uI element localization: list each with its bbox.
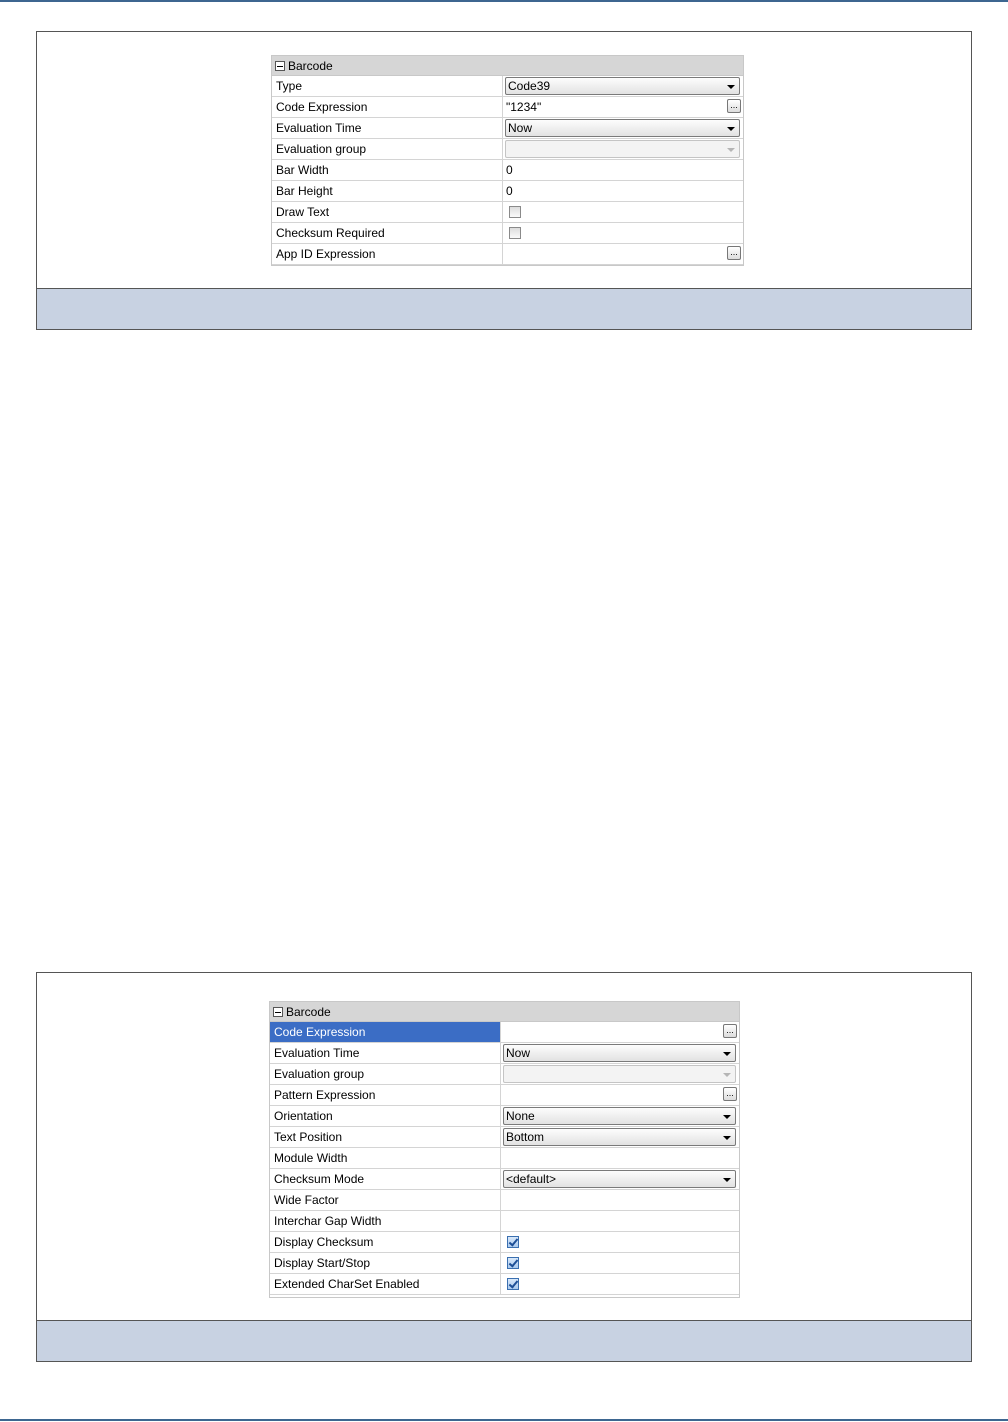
property-grid-2: [269, 1001, 740, 1298]
type-dropdown[interactable]: [505, 77, 740, 95]
figure-caption-bar: [37, 1320, 971, 1361]
property-row-interchar-gap-width[interactable]: [270, 1211, 739, 1232]
property-label: Evaluation Time: [272, 118, 503, 138]
property-label: Code Expression: [270, 1022, 501, 1042]
property-row-evaluation-time[interactable]: [272, 118, 743, 139]
chevron-down-icon: [723, 1136, 731, 1140]
property-label: Module Width: [270, 1148, 501, 1168]
evaluation-time-dropdown[interactable]: [505, 119, 740, 137]
browse-button-icon[interactable]: ...: [723, 1024, 737, 1038]
category-label: Barcode: [286, 1004, 331, 1019]
collapse-icon[interactable]: [273, 1007, 283, 1017]
dropdown-value: None: [506, 1109, 535, 1123]
chevron-down-icon: [727, 85, 735, 89]
chevron-down-icon: [723, 1178, 731, 1182]
evaluation-group-dropdown: [505, 140, 740, 158]
property-row-bar-width[interactable]: [272, 160, 743, 181]
property-row-evaluation-group[interactable]: [272, 139, 743, 160]
figure-caption-bar: [37, 288, 971, 329]
property-row-type[interactable]: [272, 76, 743, 97]
dropdown-value: Code39: [508, 79, 551, 93]
property-label: Bar Width: [272, 160, 503, 180]
property-row-wide-factor[interactable]: [270, 1190, 739, 1211]
bar-width-input[interactable]: 0: [506, 163, 513, 177]
figure-frame-2: [36, 972, 972, 1362]
page-bottom-rule: [0, 1419, 1008, 1421]
dropdown-value: <default>: [506, 1172, 557, 1186]
category-label: Barcode: [288, 58, 333, 73]
checksum-mode-dropdown[interactable]: [503, 1170, 736, 1188]
chevron-down-icon: [727, 148, 735, 152]
figure-frame-1: [36, 31, 972, 330]
category-header[interactable]: [270, 1002, 739, 1022]
property-grid-1: [271, 55, 744, 266]
property-label: Interchar Gap Width: [270, 1211, 501, 1231]
property-row-evaluation-group[interactable]: [270, 1064, 739, 1085]
evaluation-time-dropdown[interactable]: [503, 1044, 736, 1062]
evaluation-group-dropdown: [503, 1065, 736, 1083]
checksum-required-checkbox[interactable]: [509, 227, 521, 239]
text-position-dropdown[interactable]: [503, 1128, 736, 1146]
property-row-orientation[interactable]: [270, 1106, 739, 1127]
display-start-stop-checkbox[interactable]: [507, 1257, 519, 1269]
property-row-text-position[interactable]: [270, 1127, 739, 1148]
property-row-extended-charset-enabled[interactable]: [270, 1274, 739, 1295]
property-row-checksum-required[interactable]: [272, 223, 743, 244]
property-label: Checksum Mode: [270, 1169, 501, 1189]
property-row-evaluation-time[interactable]: [270, 1043, 739, 1064]
dropdown-value: Bottom: [506, 1130, 545, 1144]
property-label: Code Expression: [272, 97, 503, 117]
dropdown-value: Now: [508, 121, 533, 135]
orientation-dropdown[interactable]: [503, 1107, 736, 1125]
extended-charset-enabled-checkbox[interactable]: [507, 1278, 519, 1290]
property-label: Bar Height: [272, 181, 503, 201]
property-label: Extended CharSet Enabled: [270, 1274, 501, 1294]
browse-button-icon[interactable]: ...: [723, 1087, 737, 1101]
property-label: Text Position: [270, 1127, 501, 1147]
property-label: Draw Text: [272, 202, 503, 222]
collapse-icon[interactable]: [275, 61, 285, 71]
code-expression-value[interactable]: "1234": [506, 100, 542, 114]
chevron-down-icon: [723, 1115, 731, 1119]
property-label: Type: [272, 76, 503, 96]
property-label: Display Start/Stop: [270, 1253, 501, 1273]
chevron-down-icon: [723, 1052, 731, 1056]
property-row-display-checksum[interactable]: [270, 1232, 739, 1253]
browse-button-icon[interactable]: ...: [727, 246, 741, 260]
property-label: Orientation: [270, 1106, 501, 1126]
property-label: Wide Factor: [270, 1190, 501, 1210]
dropdown-value: Now: [506, 1046, 531, 1060]
browse-button-icon[interactable]: ...: [727, 99, 741, 113]
draw-text-checkbox[interactable]: [509, 206, 521, 218]
property-label: App ID Expression: [272, 244, 503, 264]
property-row-checksum-mode[interactable]: [270, 1169, 739, 1190]
property-row-pattern-expression[interactable]: [270, 1085, 739, 1106]
property-row-code-expression[interactable]: [270, 1022, 739, 1043]
chevron-down-icon: [727, 127, 735, 131]
bar-height-input[interactable]: 0: [506, 184, 513, 198]
property-label: Evaluation group: [270, 1064, 501, 1084]
property-row-module-width[interactable]: [270, 1148, 739, 1169]
property-label: Evaluation Time: [270, 1043, 501, 1063]
page-top-rule: [0, 0, 1008, 2]
chevron-down-icon: [723, 1073, 731, 1077]
property-row-display-start-stop[interactable]: [270, 1253, 739, 1274]
category-header[interactable]: [272, 56, 743, 76]
display-checksum-checkbox[interactable]: [507, 1236, 519, 1248]
property-row-code-expression[interactable]: [272, 97, 743, 118]
property-row-draw-text[interactable]: [272, 202, 743, 223]
property-label: Checksum Required: [272, 223, 503, 243]
property-label: Evaluation group: [272, 139, 503, 159]
property-label: Display Checksum: [270, 1232, 501, 1252]
property-row-bar-height[interactable]: [272, 181, 743, 202]
property-row-app-id-expression[interactable]: [272, 244, 743, 265]
property-label: Pattern Expression: [270, 1085, 501, 1105]
